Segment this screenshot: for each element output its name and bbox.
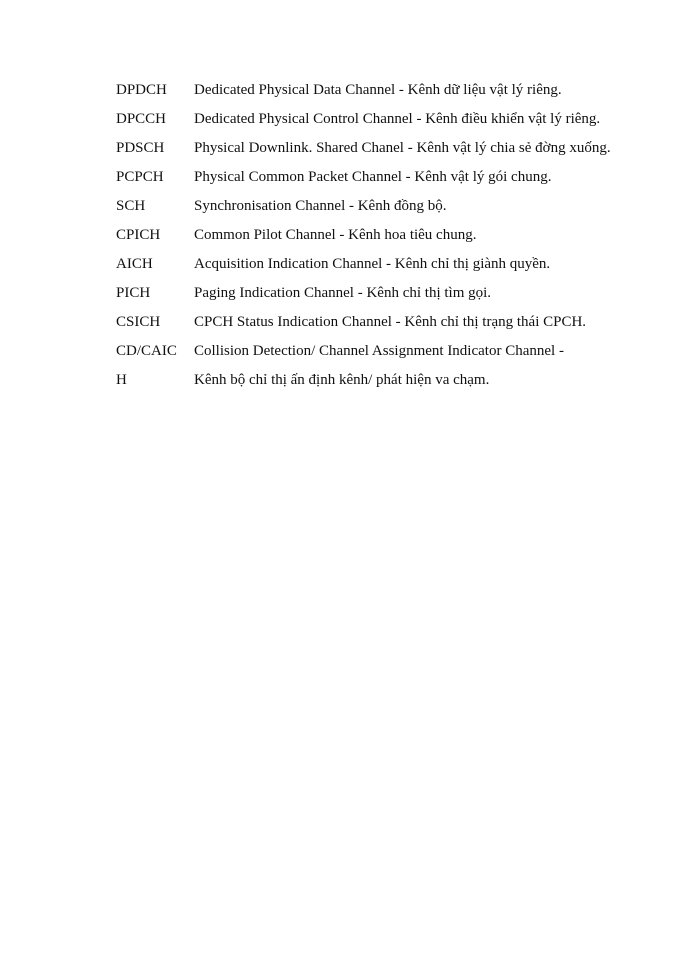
abbreviation: AICH <box>116 256 153 272</box>
abbreviation: SCH <box>116 198 146 214</box>
abbreviation: PDSCH <box>116 140 165 156</box>
abbreviation: DPDCH <box>116 82 167 98</box>
definition: Dedicated Physical Data Channel - Kênh dữ liệu vật lý riêng. <box>194 82 562 98</box>
glossary-entry-dpdch <box>116 80 636 101</box>
glossary-entry-cpich <box>116 225 636 246</box>
definition: Dedicated Physical Control Channel - Kênh điều khiển vật lý riêng. <box>194 111 601 127</box>
definition: Collision Detection/ Channel Assignment Indicator Channel - <box>194 343 564 359</box>
definition: Physical Common Packet Channel - Kênh vật lý gói chung. <box>194 169 552 185</box>
glossary-entry-pich <box>116 283 636 304</box>
glossary-entry-cd-caic <box>116 341 636 362</box>
abbreviation: DPCCH <box>116 111 167 127</box>
glossary-entry-dpcch <box>116 109 636 130</box>
glossary-entry-aich <box>116 254 636 275</box>
definition: Acquisition Indication Channel - Kênh chỉ thị giành quyền. <box>194 256 551 272</box>
abbreviation: H <box>116 372 127 388</box>
definition: Common Pilot Channel - Kênh hoa tiêu chung. <box>194 227 477 243</box>
abbreviation: CD/CAIC <box>116 343 177 359</box>
glossary-entry-pcpch <box>116 167 636 188</box>
definition: Physical Downlink. Shared Chanel - Kênh vật lý chia sẻ đờng xuống. <box>194 140 611 156</box>
definition: Paging Indication Channel - Kênh chỉ thị tìm gọi. <box>194 285 492 301</box>
definition: Synchronisation Channel - Kênh đồng bộ. <box>194 198 447 214</box>
definition: CPCH Status Indication Channel - Kênh chỉ thị trạng thái CPCH. <box>194 314 587 330</box>
abbreviation: CPICH <box>116 227 161 243</box>
abbreviation: PICH <box>116 285 151 301</box>
abbreviation: PCPCH <box>116 169 164 185</box>
definition: Kênh bộ chỉ thị ấn định kênh/ phát hiện va chạm. <box>194 372 490 388</box>
glossary-entry-csich <box>116 312 636 333</box>
glossary-entry-h <box>116 370 636 391</box>
abbreviation: CSICH <box>116 314 161 330</box>
glossary-entry-pdsch <box>116 138 636 159</box>
abbreviation-list <box>116 80 636 399</box>
glossary-entry-sch <box>116 196 636 217</box>
